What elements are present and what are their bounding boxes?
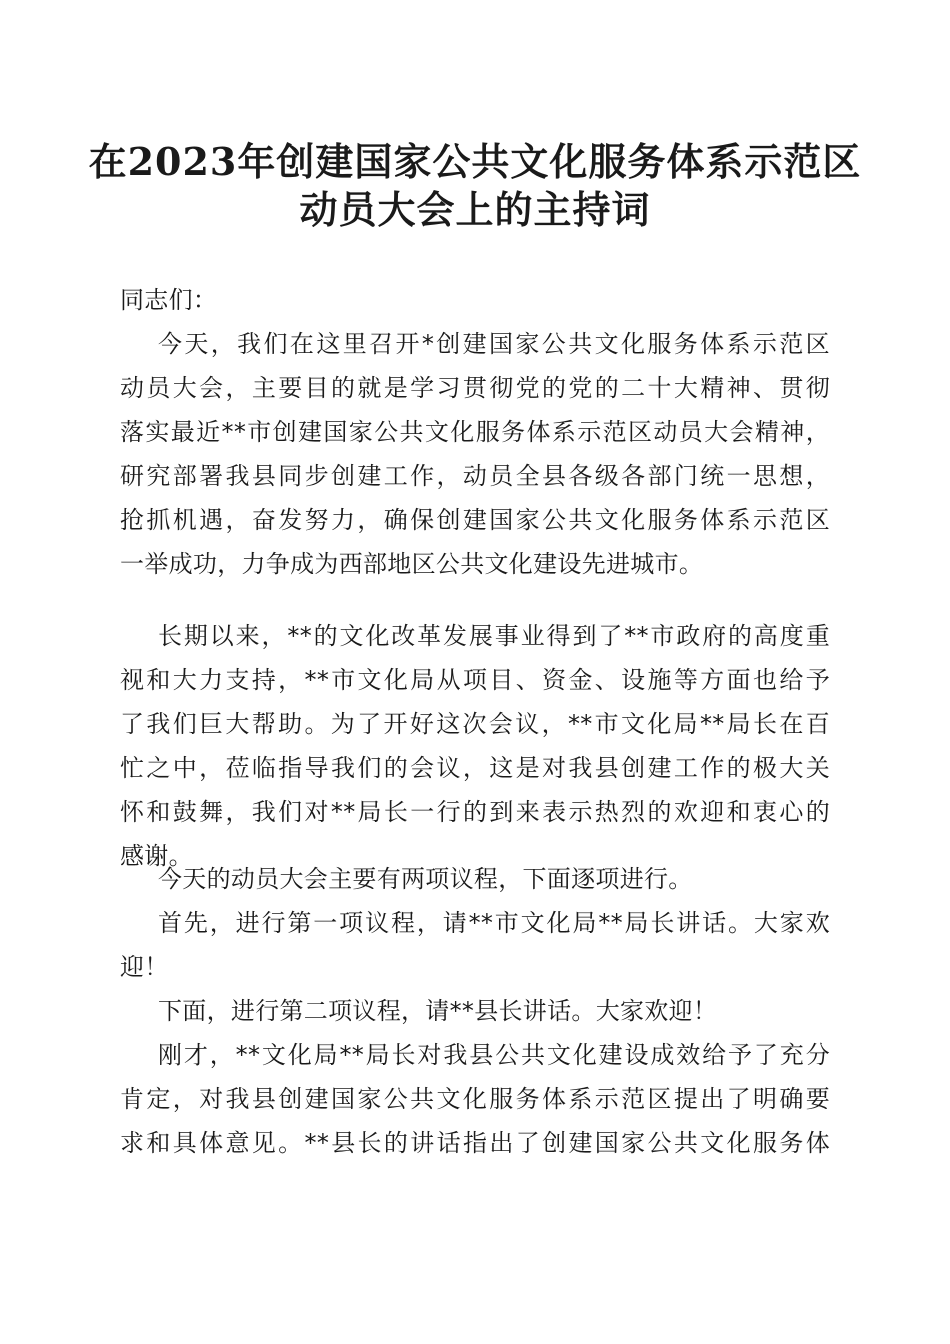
- text-line: 迎！: [120, 953, 169, 981]
- text-line: 刚才，**文化局**局长对我县公共文化建设成效给予了充分: [158, 1041, 830, 1069]
- text-line: 怀和鼓舞，我们对**局长一行的到来表示热烈的欢迎和衷心的: [120, 798, 830, 826]
- text-line: 动员大会，主要目的就是学习贯彻党的党的二十大精神、贯彻: [120, 374, 830, 402]
- text-line: 一举成功，力争成为西部地区公共文化建设先进城市。: [120, 550, 704, 578]
- text-line: 今天的动员大会主要有两项议程，下面逐项进行。: [158, 865, 693, 893]
- text-line: 落实最近**市创建国家公共文化服务体系示范区动员大会精神，: [120, 418, 830, 446]
- text-line: 抢抓机遇，奋发努力，确保创建国家公共文化服务体系示范区: [120, 506, 830, 534]
- text-line: 今天，我们在这里召开*创建国家公共文化服务体系示范区: [158, 330, 830, 358]
- document-title-line-2: 动员大会上的主持词: [299, 187, 651, 232]
- text-line: 视和大力支持，**市文化局从项目、资金、设施等方面也给予: [120, 666, 830, 694]
- text-line: 下面，进行第二项议程，请**县长讲话。大家欢迎！: [158, 997, 718, 1025]
- text-line: 了我们巨大帮助。为了开好这次会议，**市文化局**局长在百: [120, 710, 830, 738]
- text-line: 研究部署我县同步创建工作，动员全县各级各部门统一思想，: [120, 462, 830, 490]
- text-line: 忙之中，莅临指导我们的会议，这是对我县创建工作的极大关: [120, 754, 830, 782]
- text-line: 长期以来，**的文化改革发展事业得到了**市政府的高度重: [158, 622, 830, 650]
- text-line: 求和具体意见。**县长的讲话指出了创建国家公共文化服务体: [120, 1129, 830, 1157]
- text-line: 感谢。: [120, 842, 193, 870]
- salutation: 同志们：: [120, 286, 218, 314]
- document-title-line-1: 在2023年创建国家公共文化服务体系示范区: [88, 139, 862, 184]
- text-line: 肯定，对我县创建国家公共文化服务体系示范区提出了明确要: [120, 1085, 830, 1113]
- text-line: 首先，进行第一项议程，请**市文化局**局长讲话。大家欢: [158, 909, 830, 937]
